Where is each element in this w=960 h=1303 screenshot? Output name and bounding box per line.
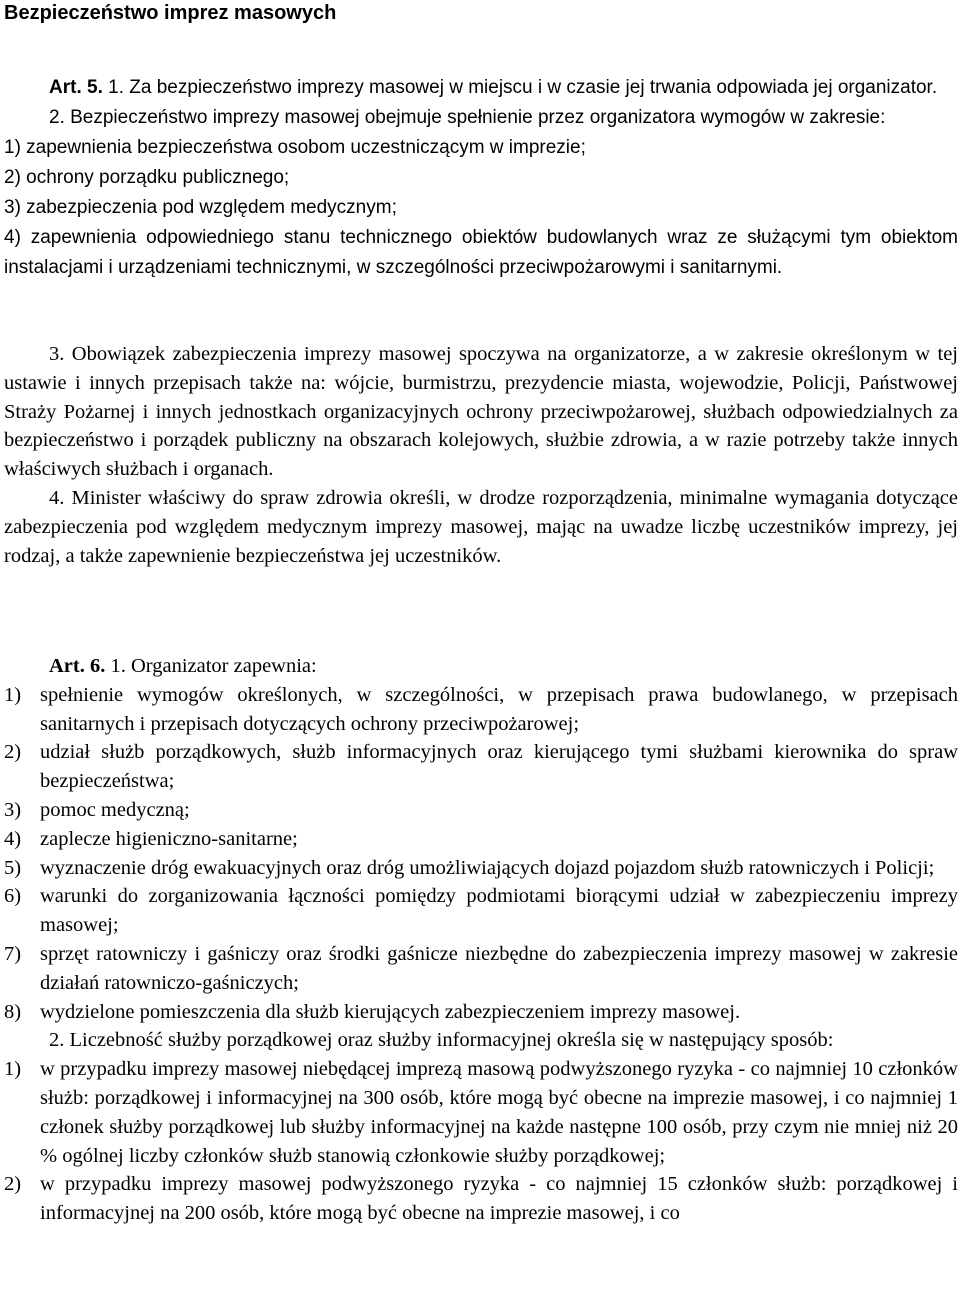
list-item xyxy=(4,1170,958,1228)
list-item-text: warunki do zorganizowania łączności pomiędzy podmiotami biorącymi udział w zabezpieczeniu imprezy masowej; xyxy=(40,885,958,937)
art5-paragraph-2-intro: 2. Bezpieczeństwo imprezy masowej obejmuje spełnienie przez organizatora wymogów w zakresie: xyxy=(49,107,886,128)
list-item xyxy=(4,882,958,940)
art5-p2-item: 2) ochrony porządku publicznego; xyxy=(4,167,290,188)
list-item-text: wydzielone pomieszczenia dla służb kierujących zabezpieczeniem imprezy masowej. xyxy=(40,1000,741,1023)
art6-label: Art. 6. xyxy=(49,655,106,677)
list-item-number: 5) xyxy=(4,856,22,879)
art5-section-b xyxy=(4,340,958,570)
document-title: Bezpieczeństwo imprez masowych xyxy=(4,2,337,24)
art5-label: Art. 5. xyxy=(49,77,103,98)
list-item-number: 4) xyxy=(4,827,22,850)
list-item-number: 1) xyxy=(4,1058,22,1081)
list-item xyxy=(4,738,958,796)
art5-p2-item: 4) zapewnienia odpowiedniego stanu technicznego obiektów budowlanych wraz ze służącymi tym obiektom instalacjami i urządzeniami technicznymi, w szczególności przeciwpożarowymi i sanitarnymi. xyxy=(4,227,958,278)
list-item-number: 3) xyxy=(4,798,22,821)
art5-p2-item: 3) zabezpieczenia pod względem medycznym; xyxy=(4,197,397,218)
list-item-number: 6) xyxy=(4,885,22,908)
art6-paragraph-2-intro: 2. Liczebność służby porządkowej oraz służby informacyjnej określa się w następujący sposób: xyxy=(49,1029,834,1052)
list-item-text: sprzęt ratowniczy i gaśniczy oraz środki gaśnicze niezbędne do zabezpieczenia imprezy masowej w zakresie działań ratowniczo-gaśniczych; xyxy=(40,942,958,994)
art5-p1-text: 1. Za bezpieczeństwo imprezy masowej w miejscu i w czasie jej trwania odpowiada jej organizator. xyxy=(108,77,938,98)
list-item xyxy=(4,854,958,883)
list-item-text: zaplecze higieniczno-sanitarne; xyxy=(40,827,298,850)
list-item xyxy=(4,681,958,739)
art6-paragraph-1-intro xyxy=(4,652,958,681)
list-item-text: wyznaczenie dróg ewakuacyjnych oraz dróg umożliwiających dojazd pojazdom służb ratowniczych i Policji; xyxy=(40,856,935,879)
art5-paragraph-3: 3. Obowiązek zabezpieczenia imprezy masowej spoczywa na organizatorze, a w zakresie określonym w tej ustawie i innych przepisach także na: wójcie, burmistrzu, prezydencie miasta, wojewodzie, Policji, Państwowej Straży Pożarnej i innych jednostkach organizacyjnych ochrony przeciwpożarowej, służbach odpowiedzialnych za bezpieczeństwo i porządek publiczny na obszarach kolejowych, służbie zdrowia, a w razie potrzeby także innych właściwych służbach i organach. xyxy=(4,343,958,481)
list-item-text: w przypadku imprezy masowej niebędącej imprezą masową podwyższonego ryzyka - co najmniej 10 członków służb: porządkowej i informacyjnej na 300 osób, które mogą być obecne na imprezie masowej, i co najmniej 1 członek służby porządkowej lub służby informacyjnej na każde następne 100 osób, przy czym nie mniej niż 20 % ogólnej liczby członków służb stanowią członkowie służby porządkowej; xyxy=(40,1058,958,1167)
list-item-text: pomoc medyczną; xyxy=(40,798,190,821)
list-item-text: w przypadku imprezy masowej podwyższonego ryzyka - co najmniej 15 członków służb: porządkowej i informacyjnej na 200 osób, które mogą być obecne na imprezie masowej, i co xyxy=(40,1173,958,1225)
art5-section-a xyxy=(4,73,958,283)
list-item-number: 8) xyxy=(4,1000,22,1023)
art6-section xyxy=(4,652,958,1228)
art5-paragraph-4: 4. Minister właściwy do spraw zdrowia określi, w drodze rozporządzenia, minimalne wymagania dotyczące zabezpieczenia pod względem medycznym imprezy masowej, mając na uwadze liczbę uczestników imprezy, jej rodzaj, a także zapewnienie bezpieczeństwa jej uczestników. xyxy=(4,486,958,567)
art6-p1-intro-text: 1. Organizator zapewnia: xyxy=(110,655,317,677)
list-item-number: 2) xyxy=(4,741,22,764)
list-item xyxy=(4,940,958,998)
list-item xyxy=(4,998,958,1027)
list-item-text: spełnienie wymogów określonych, w szczególności, w przepisach prawa budowlanego, w przepisach sanitarnych i przepisach dotyczących ochrony przeciwpożarowej; xyxy=(40,683,958,735)
list-item-text: udział służb porządkowych, służb informacyjnych oraz kierującego tymi służbami kierownika do spraw bezpieczeństwa; xyxy=(40,741,958,793)
list-item xyxy=(4,825,958,854)
art5-p2-item: 1) zapewnienia bezpieczeństwa osobom uczestniczącym w imprezie; xyxy=(4,137,586,158)
list-item xyxy=(4,1055,958,1170)
art5-paragraph-1 xyxy=(4,73,958,103)
list-item-number: 2) xyxy=(4,1173,22,1196)
list-item xyxy=(4,796,958,825)
list-item-number: 7) xyxy=(4,942,22,965)
list-item-number: 1) xyxy=(4,683,22,706)
